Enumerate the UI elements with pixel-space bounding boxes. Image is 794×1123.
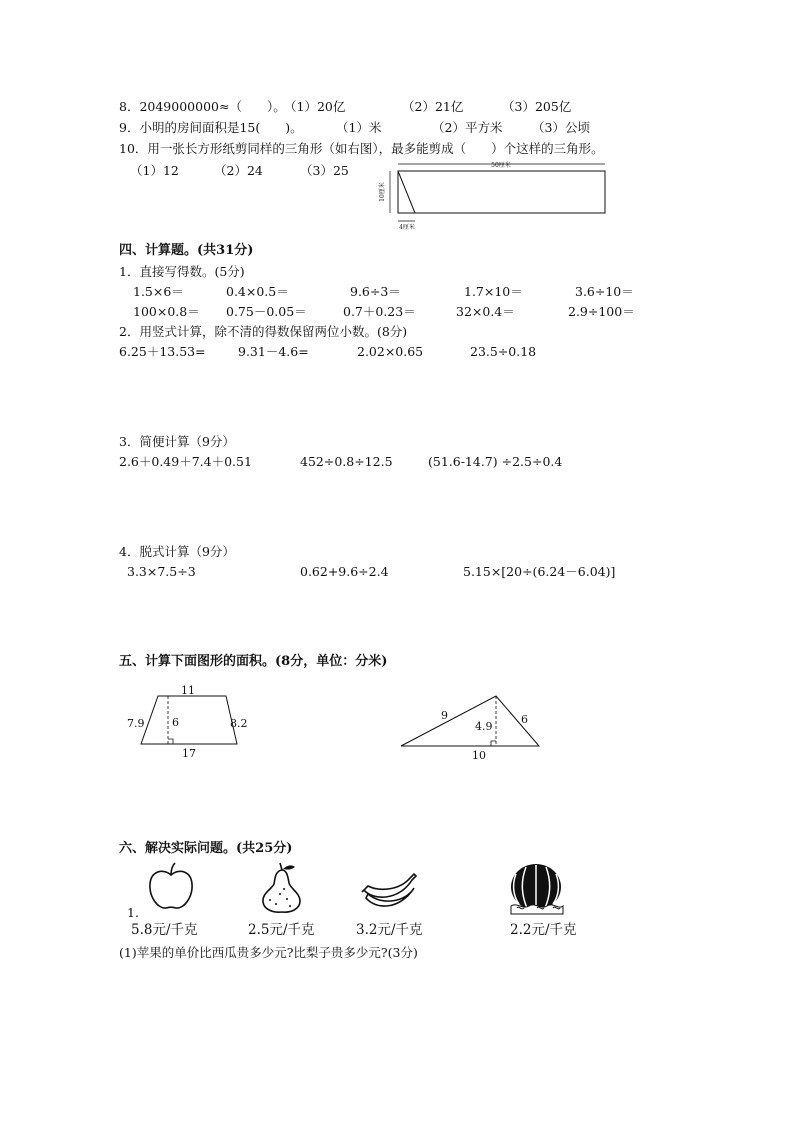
oral-calc-item: 32×0.4＝	[456, 304, 515, 319]
q8-option-3: （3）205亿	[502, 99, 572, 114]
banana-price: 3.2元/千克	[356, 922, 423, 938]
part-2-title: 2．用竖式计算，除不清的得数保留两位小数。(8分)	[119, 324, 408, 339]
step-calc-item: 0.62+9.6÷2.4	[300, 564, 389, 579]
trapezoid-top-label: 11	[181, 684, 195, 697]
section-4-title: 四、计算题。(共31分)	[119, 243, 254, 258]
oral-calc-item: 1.5×6＝	[133, 284, 184, 299]
rect-length-label: 50厘米	[491, 162, 511, 169]
triangle-height-label: 4.9	[475, 720, 493, 733]
pear-price: 2.5元/千克	[248, 922, 315, 938]
triangle-base-label: 4厘米	[399, 224, 415, 231]
rect-width-label: 10厘米	[379, 182, 386, 202]
question-number: 1.	[127, 905, 139, 920]
trapezoid-left-label: 7.9	[127, 717, 145, 730]
section-5-title: 五、计算下面图形的面积。(8分，单位：分米)	[119, 654, 388, 669]
q9-option-2: （2）平方米	[432, 120, 503, 135]
apple-price: 5.8元/千克	[131, 922, 198, 938]
simplify-calc-item: 2.6＋0.49＋7.4＋0.51	[119, 454, 252, 469]
banana-icon	[360, 868, 420, 914]
watermelon-icon	[507, 862, 565, 916]
q10-option-2: （2）24	[214, 163, 263, 178]
step-calc-item: 3.3×7.5÷3	[127, 564, 196, 579]
oral-calc-item: 0.4×0.5＝	[226, 284, 289, 299]
part-1-title: 1．直接写得数。(5分)	[119, 264, 245, 279]
triangle-right-side-label: 6	[521, 713, 528, 726]
vertical-calc-item: 9.31－4.6=	[238, 344, 309, 359]
triangle-base-label: 10	[472, 749, 486, 762]
oral-calc-item: 3.6÷10＝	[575, 284, 634, 299]
vertical-calc-item: 6.25＋13.53=	[119, 344, 206, 359]
trapezoid-figure	[120, 686, 260, 762]
vertical-calc-item: 23.5÷0.18	[470, 344, 537, 359]
oral-calc-item: 9.6÷3＝	[350, 284, 401, 299]
q9-option-1: （1）米	[336, 120, 382, 135]
part-3-title: 3．简便计算（9分）	[119, 434, 235, 449]
oral-calc-item: 1.7×10＝	[464, 284, 523, 299]
trapezoid-height-label: 6	[172, 716, 179, 729]
vertical-calc-item: 2.02×0.65	[357, 344, 424, 359]
trapezoid-bottom-label: 17	[182, 747, 196, 760]
apple-icon	[145, 862, 197, 914]
oral-calc-item: 2.9÷100＝	[568, 304, 635, 319]
problem-1-text: (1)苹果的单价比西瓜贵多少元?比梨子贵多少元?(3分)	[119, 945, 418, 960]
q8-option-2: （2）21亿	[402, 99, 464, 114]
trapezoid-right-label: 8.2	[230, 717, 248, 730]
section-6-title: 六、解决实际问题。(共25分)	[119, 841, 293, 856]
paper-rectangle-figure	[370, 158, 620, 233]
q9-stem: 9．小明的房间面积是15( )。	[119, 120, 303, 135]
q8-option-1: （1）20亿	[284, 99, 346, 114]
oral-calc-item: 0.7＋0.23＝	[343, 304, 416, 319]
step-calc-item: 5.15×[20÷(6.24－6.04)]	[463, 564, 616, 579]
q10-option-1: （1）12	[130, 163, 179, 178]
oral-calc-item: 100×0.8＝	[133, 304, 200, 319]
pear-icon	[256, 862, 306, 914]
q9-option-3: （3）公顷	[532, 120, 590, 135]
simplify-calc-item: (51.6-14.7) ÷2.5÷0.4	[428, 454, 563, 469]
triangle-left-side-label: 9	[441, 709, 448, 722]
q10-option-3: （3）25	[300, 163, 349, 178]
part-4-title: 4．脱式计算（9分）	[119, 544, 235, 559]
watermelon-price: 2.2元/千克	[510, 922, 577, 938]
oral-calc-item: 0.75－0.05＝	[226, 304, 307, 319]
q10-stem: 10．用一张长方形纸剪同样的三角形（如右图），最多能剪成（ ）个这样的三角形。	[119, 141, 604, 156]
triangle-figure	[395, 690, 545, 766]
simplify-calc-item: 452÷0.8÷12.5	[300, 454, 393, 469]
q8-stem: 8．2049000000≈（ ）。	[119, 99, 286, 114]
